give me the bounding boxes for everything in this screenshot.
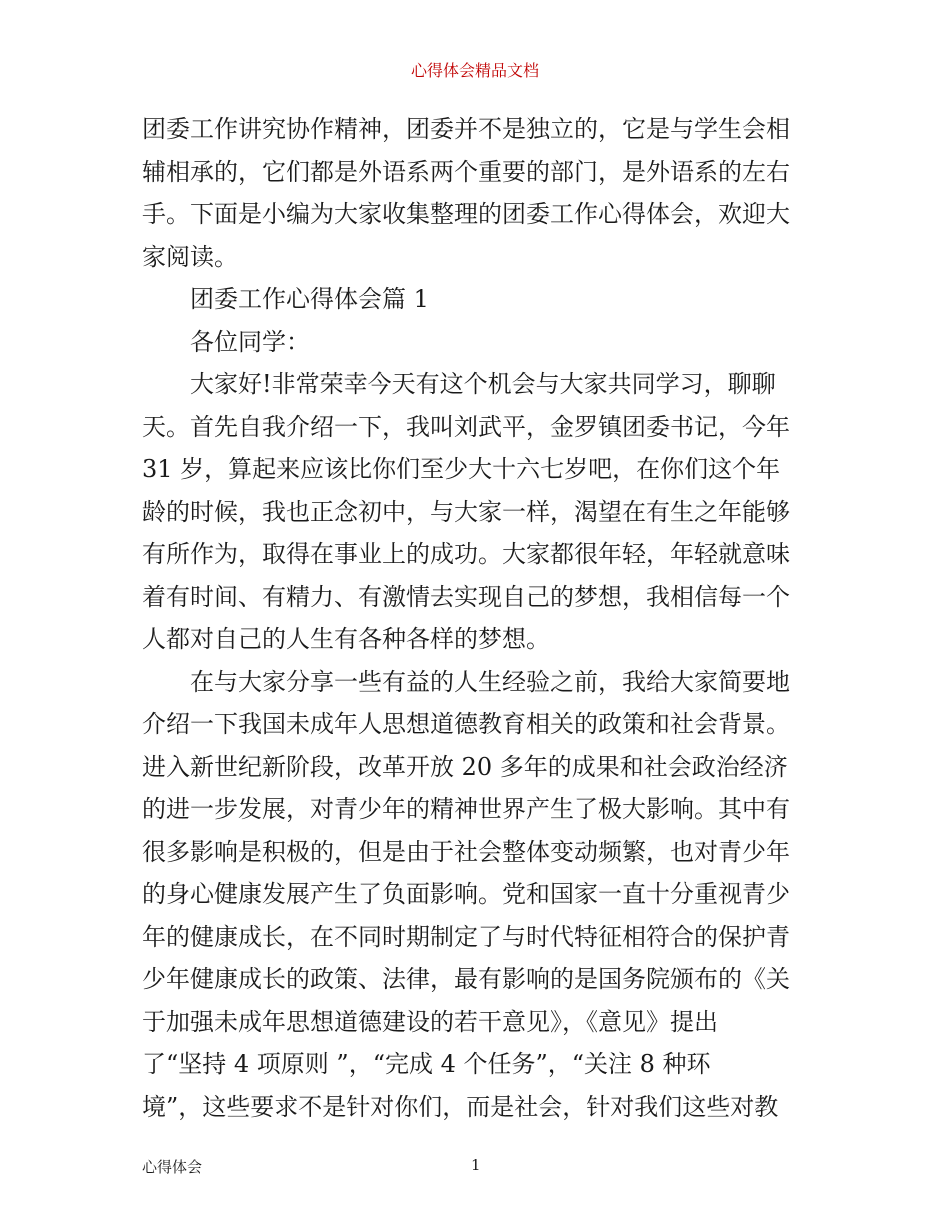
document-header: 心得体会精品文档 [410,61,539,80]
document-body [142,108,814,1128]
body-line: 人都对自己的人生有各种各样的梦想。 [142,625,550,653]
body-line: 年的健康成长，在不同时期制定了与时代特征相符合的保护青 [142,922,790,951]
body-line: 的身心健康发展产生了负面影响。党和国家一直十分重视青少 [142,880,790,908]
body-line: 31 岁，算起来应该比你们至少大十六七岁吧，在你们这个年 [142,455,781,483]
body-line: 有所作为，取得在事业上的成功。大家都很年轻，年轻就意味 [142,540,790,568]
footer-label: 心得体会 [142,1158,203,1176]
body-line: 少年健康成长的政策、法律，最有影响的是国务院颁布的《关 [142,965,790,993]
body-line: 着有时间、有精力、有激情去实现自己的梦想，我相信每一个 [142,582,790,611]
body-line: 于加强未成年思想道德建设的若干意见》，《意见》提出 [142,1007,718,1036]
body-line: 天。首先自我介绍一下，我叫刘武平，金罗镇团委书记，今年 [142,412,790,441]
section-heading: 团委工作心得体会篇 1 [190,285,429,313]
body-line: 的进一步发展，对青少年的精神世界产生了极大影响。其中有 [142,795,790,823]
body-line: 在与大家分享一些有益的人生经验之前，我给大家简要地 [190,667,790,696]
body-line: 团委工作讲究协作精神，团委并不是独立的，它是与学生会相 [142,115,790,143]
body-line: 大家好!非常荣幸今天有这个机会与大家共同学习，聊聊 [190,370,776,398]
body-line: 介绍一下我国未成年人思想道德教育相关的政策和社会背景。 [142,710,790,738]
body-line: 家阅读。 [142,242,238,271]
body-line: 进入新世纪新阶段，改革开放 20 多年的成果和社会政治经济 [142,752,788,781]
page-number: 1 [471,1156,481,1174]
body-line: 了“坚持 4 项原则 ”，“完成 4 个任务”，“关注 8 种环 [142,1050,711,1078]
body-line: 手。下面是小编为大家收集整理的团委工作心得体会，欢迎大 [142,200,790,228]
salutation: 各位同学： [190,327,310,356]
body-line: 龄的时候，我也正念初中，与大家一样，渴望在有生之年能够 [142,497,790,526]
body-line: 境”，这些要求不是针对你们，而是社会，针对我们这些对教 [142,1092,779,1121]
body-line: 很多影响是积极的，但是由于社会整体变动频繁，也对青少年 [142,837,790,866]
body-line: 辅相承的，它们都是外语系两个重要的部门，是外语系的左右 [142,157,790,186]
